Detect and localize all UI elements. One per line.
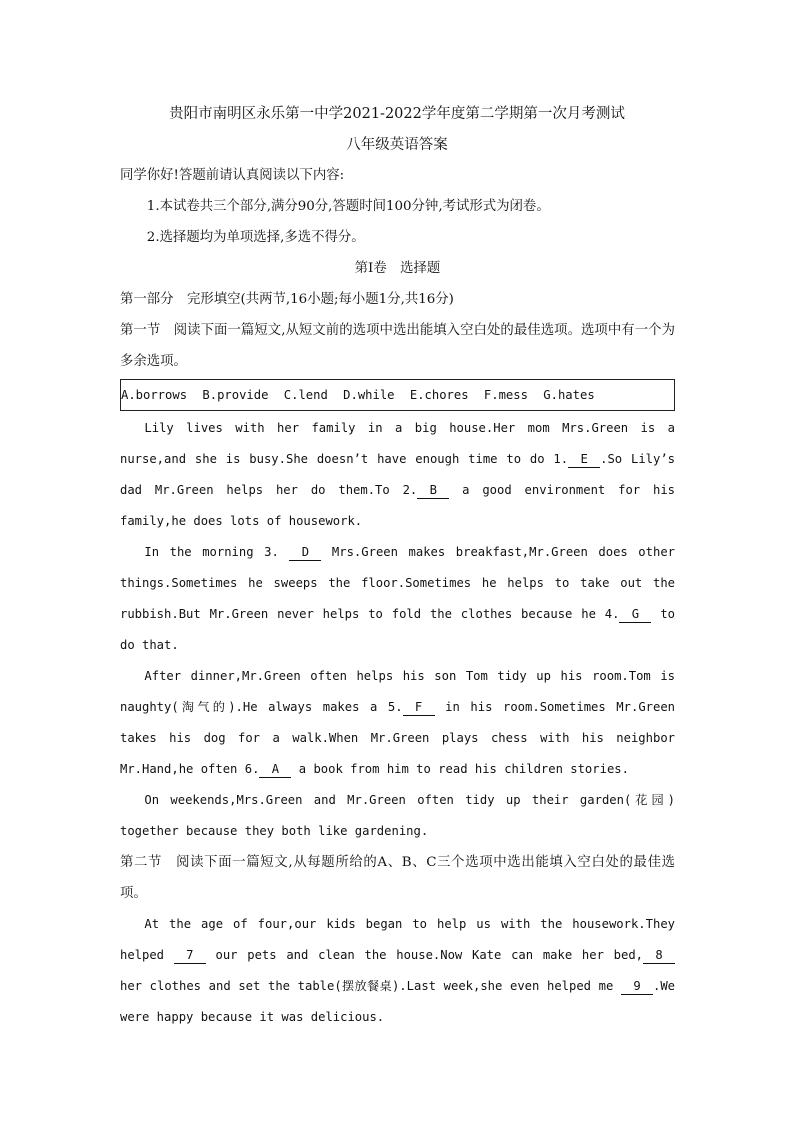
notice-intro: 同学你好!答题前请认真阅读以下内容: [120, 168, 345, 183]
option-e: E.chores [409, 388, 469, 402]
answer-blank-5: F [403, 699, 435, 716]
volume-title: 第Ⅰ卷 选择题 [354, 261, 441, 276]
passage2-paragraph-1 [120, 909, 675, 1033]
document-subtitle: 八年级英语答案 [346, 137, 448, 153]
text-run: a good environment for his family,he does lots of housework. [120, 483, 675, 528]
document-body [120, 160, 675, 1033]
passage1-paragraph-4: On weekends,Mrs.Green and Mr.Green often tidy up their garden(花园) together because they both like gardening. [120, 793, 675, 838]
options-box [120, 379, 675, 411]
answer-blank-1: E [568, 451, 600, 468]
notice-item-1: 1.本试卷共三个部分,满分90分,答题时间100分钟,考试形式为闭卷。 [146, 199, 550, 214]
section1-instruction: 第一节 阅读下面一篇短文,从短文前的选项中选出能填入空白处的最佳选项。选项中有一个为多余选项。 [120, 323, 675, 369]
text-run: .We were happy because it was delicious. [120, 979, 676, 1024]
option-g: G.hates [543, 388, 595, 402]
passage1-paragraph-3 [120, 661, 675, 785]
passage1-paragraph-1 [120, 413, 675, 537]
text-run: .So Lily’s dad Mr.Green helps her do them.To 2. [120, 452, 676, 497]
text-run: After dinner,Mr.Green often helps his son Tom tidy up his room.Tom is naughty(淘气的).He always makes a 5. [120, 669, 675, 714]
option-b: B.provide [202, 388, 269, 402]
answer-blank-8: 8 [643, 947, 675, 964]
option-d: D.while [343, 388, 395, 402]
answer-blank-3: D [289, 544, 321, 561]
option-a: A.borrows [121, 388, 188, 402]
text-run: In the morning 3. [144, 545, 279, 559]
option-c: C.lend [283, 388, 328, 402]
text-run: Lily lives with her family in a big house.Her mom Mrs.Green is a nurse,and she is busy.She doesn’t have enough time to do 1. [120, 421, 675, 466]
text-run: At the age of four,our kids began to help us with the housework.They helped [120, 917, 675, 962]
option-f: F.mess [483, 388, 528, 402]
answer-blank-9: 9 [621, 978, 653, 995]
text-run: a book from him to read his children stories. [298, 762, 629, 776]
answer-blank-7: 7 [174, 947, 206, 964]
text-run: to do that. [120, 607, 675, 652]
part1-heading: 第一部分 完形填空(共两节,16小题;每小题1分,共16分) [120, 292, 454, 307]
text-run: her clothes and set the table(摆放餐桌).Last week,she even helped me [120, 979, 614, 993]
notice-item-2: 2.选择题均为单项选择,多选不得分。 [146, 230, 365, 245]
document-title: 贵阳市南明区永乐第一中学2021-2022学年度第二学期第一次月考测试 [169, 106, 625, 122]
answer-blank-2: B [417, 482, 449, 499]
text-run: our pets and clean the house.Now Kate can make her bed, [215, 948, 643, 962]
answer-blank-4: G [619, 606, 651, 623]
text-run: in his room.Sometimes Mr.Green takes his dog for a walk.When Mr.Green plays chess with his neighbor Mr.Hand,he often 6. [120, 700, 676, 776]
section2-instruction: 第二节 阅读下面一篇短文,从每题所给的A、B、C三个选项中选出能填入空白处的最佳选项。 [120, 855, 675, 901]
text-run: Mrs.Green makes breakfast,Mr.Green does other things.Sometimes he sweeps the floor.Sometimes he helps to take out the rubbish.But Mr.Green never helps to fold the clothes because he 4. [120, 545, 675, 621]
answer-blank-6: A [259, 761, 291, 778]
passage1-paragraph-2 [120, 537, 675, 661]
